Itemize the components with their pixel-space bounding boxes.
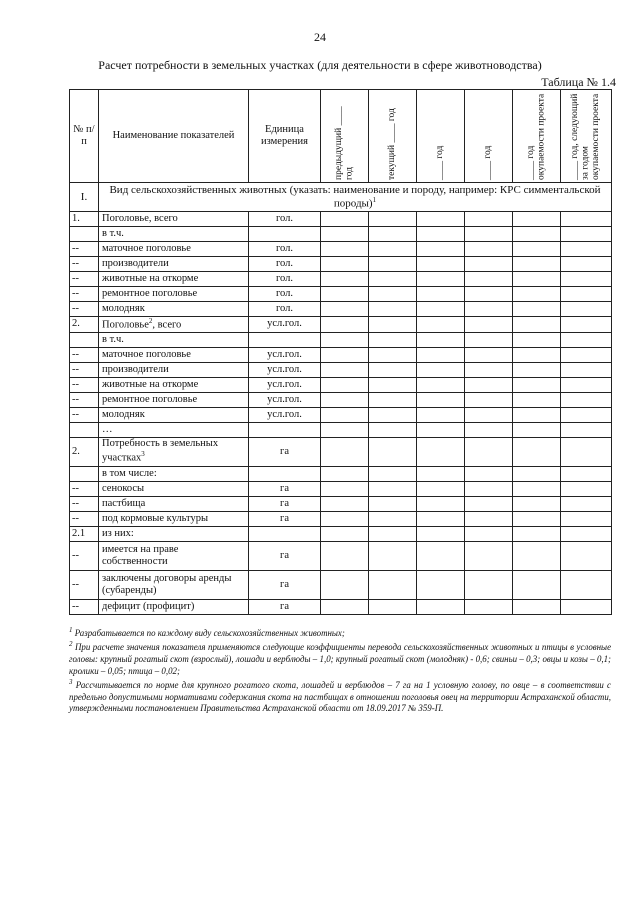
row-unit: га (249, 541, 321, 570)
row-name: сенокосы (99, 481, 249, 496)
year-value-cell[interactable] (513, 511, 561, 526)
table-row (70, 242, 612, 257)
year-value-cell[interactable] (561, 496, 612, 511)
table-row (70, 362, 612, 377)
year-value-cell[interactable] (561, 422, 612, 437)
year-value-cell[interactable] (465, 242, 513, 257)
year-value-cell[interactable] (369, 392, 417, 407)
table-row (70, 212, 612, 227)
year-value-cell[interactable] (513, 377, 561, 392)
year-value-cell[interactable] (321, 511, 369, 526)
footnote-2: $^2$ При расчете значения показателя применяются следующие коэффициенты перевода сельскохозяйственных животных и птицы в условные головы: крупный рогатый скот (взрослый), лошади и верблюды – 1,0; крупный рогатый скот (молодняк) - 0,6; свиньи – 0,3; овцы и козы – 0,1; кролики – 0,05; птица – 0,02; (69, 639, 612, 676)
year-value-cell[interactable] (465, 227, 513, 242)
row-number: 1. (70, 212, 99, 227)
year-value-cell[interactable] (513, 392, 561, 407)
section-row (70, 183, 612, 212)
year-value-cell[interactable] (369, 599, 417, 614)
row-name: заключены договоры аренды (субаренды) (99, 570, 249, 599)
row-unit: усл.гол. (249, 392, 321, 407)
year-value-cell[interactable] (417, 287, 465, 302)
year-value-cell[interactable] (561, 362, 612, 377)
year-value-cell[interactable] (513, 257, 561, 272)
year-value-cell[interactable] (465, 347, 513, 362)
row-number (70, 227, 99, 242)
year-value-cell[interactable] (417, 377, 465, 392)
row-number: -- (70, 347, 99, 362)
row-name: ремонтное поголовье (99, 392, 249, 407)
table-caption: Таблица № 1.4 (541, 75, 616, 89)
year-value-cell[interactable] (513, 347, 561, 362)
year-value-cell[interactable] (321, 526, 369, 541)
year-value-cell[interactable] (561, 257, 612, 272)
year-value-cell[interactable] (321, 302, 369, 317)
row-name: животные на откорме (99, 377, 249, 392)
year-value-cell[interactable] (513, 302, 561, 317)
table-row (70, 392, 612, 407)
year-value-cell[interactable] (513, 332, 561, 347)
year-value-cell[interactable] (369, 496, 417, 511)
year-value-cell[interactable] (321, 599, 369, 614)
year-value-cell[interactable] (321, 227, 369, 242)
row-unit (249, 422, 321, 437)
row-number: -- (70, 570, 99, 599)
year-value-cell[interactable] (465, 496, 513, 511)
header-num: № п/п (70, 90, 99, 183)
year-value-cell[interactable] (465, 287, 513, 302)
year-value-cell[interactable] (465, 332, 513, 347)
year-value-cell[interactable] (513, 466, 561, 481)
year-value-cell[interactable] (561, 377, 612, 392)
row-number: 2. (70, 317, 99, 333)
year-value-cell[interactable] (417, 227, 465, 242)
row-name: в т.ч. (99, 227, 249, 242)
year-value-cell[interactable] (465, 407, 513, 422)
year-value-cell[interactable] (513, 317, 561, 333)
year-value-cell[interactable] (465, 317, 513, 333)
year-value-cell[interactable] (465, 511, 513, 526)
year-value-cell[interactable] (321, 392, 369, 407)
row-unit: усл.гол. (249, 317, 321, 333)
year-value-cell[interactable] (561, 242, 612, 257)
row-unit: усл.гол. (249, 407, 321, 422)
year-value-cell[interactable] (417, 242, 465, 257)
header-year-previous: предыдущий ____ год (321, 90, 369, 183)
year-value-cell[interactable] (369, 377, 417, 392)
header-year-payback: ____ год окупаемости проекта (513, 90, 561, 183)
row-number: -- (70, 272, 99, 287)
year-value-cell[interactable] (417, 541, 465, 570)
table-row (70, 496, 612, 511)
year-value-cell[interactable] (561, 317, 612, 333)
row-name: производители (99, 257, 249, 272)
row-unit: га (249, 481, 321, 496)
year-value-cell[interactable] (417, 332, 465, 347)
row-name: маточное поголовье (99, 242, 249, 257)
year-value-cell[interactable] (321, 317, 369, 333)
year-value-cell[interactable] (561, 570, 612, 599)
year-value-cell[interactable] (369, 257, 417, 272)
year-value-cell[interactable] (465, 570, 513, 599)
row-number: -- (70, 481, 99, 496)
year-value-cell[interactable] (369, 287, 417, 302)
row-unit: гол. (249, 272, 321, 287)
row-unit: усл.гол. (249, 347, 321, 362)
year-value-cell[interactable] (417, 257, 465, 272)
year-value-cell[interactable] (321, 272, 369, 287)
row-number: -- (70, 407, 99, 422)
table-row (70, 287, 612, 302)
table-row (70, 437, 612, 466)
header-name: Наименование показателей (99, 90, 249, 183)
year-value-cell[interactable] (465, 541, 513, 570)
year-value-cell[interactable] (321, 332, 369, 347)
year-value-cell[interactable] (561, 302, 612, 317)
year-value-cell[interactable] (513, 437, 561, 466)
year-value-cell[interactable] (321, 437, 369, 466)
row-name: из них: (99, 526, 249, 541)
table-row (70, 466, 612, 481)
year-value-cell[interactable] (417, 526, 465, 541)
table-row (70, 257, 612, 272)
year-value-cell[interactable] (417, 481, 465, 496)
year-value-cell[interactable] (561, 599, 612, 614)
year-value-cell[interactable] (321, 347, 369, 362)
year-value-cell[interactable] (417, 317, 465, 333)
table-row (70, 511, 612, 526)
year-value-cell[interactable] (561, 541, 612, 570)
table-row (70, 347, 612, 362)
year-value-cell[interactable] (561, 392, 612, 407)
year-value-cell[interactable] (321, 377, 369, 392)
header-unit: Единица измерения (249, 90, 321, 183)
year-value-cell[interactable] (369, 227, 417, 242)
row-unit (249, 526, 321, 541)
year-value-cell[interactable] (465, 392, 513, 407)
table-row (70, 526, 612, 541)
table-row (70, 599, 612, 614)
row-name: производители (99, 362, 249, 377)
year-value-cell[interactable] (513, 212, 561, 227)
year-value-cell[interactable] (417, 496, 465, 511)
year-value-cell[interactable] (561, 437, 612, 466)
table-row (70, 302, 612, 317)
year-value-cell[interactable] (561, 332, 612, 347)
page-title: Расчет потребности в земельных участках (для деятельности в сфере животноводства) (98, 58, 542, 72)
year-value-cell[interactable] (321, 242, 369, 257)
year-value-cell[interactable] (369, 347, 417, 362)
year-value-cell[interactable] (321, 287, 369, 302)
year-value-cell[interactable] (561, 227, 612, 242)
row-number: -- (70, 257, 99, 272)
year-value-cell[interactable] (465, 599, 513, 614)
year-value-cell[interactable] (369, 526, 417, 541)
year-value-cell[interactable] (369, 317, 417, 333)
year-value-cell[interactable] (513, 599, 561, 614)
row-name: под кормовые культуры (99, 511, 249, 526)
row-name: дефицит (профицит) (99, 599, 249, 614)
row-unit: гол. (249, 287, 321, 302)
year-value-cell[interactable] (561, 287, 612, 302)
row-name: Потребность в земельных участках$^3$ (99, 437, 249, 466)
row-number: -- (70, 599, 99, 614)
year-value-cell[interactable] (369, 272, 417, 287)
row-number: -- (70, 511, 99, 526)
row-unit: га (249, 437, 321, 466)
table-row (70, 332, 612, 347)
row-number: -- (70, 302, 99, 317)
year-value-cell[interactable] (417, 407, 465, 422)
year-value-cell[interactable] (369, 422, 417, 437)
header-row (70, 90, 612, 183)
row-number: -- (70, 496, 99, 511)
row-unit: га (249, 511, 321, 526)
table-row (70, 481, 612, 496)
year-value-cell[interactable] (465, 302, 513, 317)
year-value-cell[interactable] (369, 362, 417, 377)
year-value-cell[interactable] (561, 347, 612, 362)
row-number: -- (70, 541, 99, 570)
year-value-cell[interactable] (321, 541, 369, 570)
row-name: маточное поголовье (99, 347, 249, 362)
year-value-cell[interactable] (465, 526, 513, 541)
row-unit: гол. (249, 242, 321, 257)
row-number: 2.1 (70, 526, 99, 541)
year-value-cell[interactable] (321, 496, 369, 511)
year-value-cell[interactable] (369, 302, 417, 317)
table-row (70, 541, 612, 570)
year-value-cell[interactable] (561, 481, 612, 496)
row-unit (249, 466, 321, 481)
row-unit: га (249, 496, 321, 511)
year-value-cell[interactable] (417, 422, 465, 437)
year-value-cell[interactable] (561, 272, 612, 287)
row-name: пастбища (99, 496, 249, 511)
year-value-cell[interactable] (465, 437, 513, 466)
year-value-cell[interactable] (513, 227, 561, 242)
year-value-cell[interactable] (321, 422, 369, 437)
section-text: Вид сельскохозяйственных животных (указать: наименование и породу, например: КРС симментальской породы)$^1$ (99, 183, 612, 212)
row-name: Поголовье, всего (99, 212, 249, 227)
table-row (70, 377, 612, 392)
year-value-cell[interactable] (369, 481, 417, 496)
row-unit: гол. (249, 257, 321, 272)
row-number (70, 466, 99, 481)
year-value-cell[interactable] (369, 212, 417, 227)
year-value-cell[interactable] (513, 526, 561, 541)
year-value-cell[interactable] (513, 407, 561, 422)
year-value-cell[interactable] (513, 481, 561, 496)
year-value-cell[interactable] (417, 570, 465, 599)
table-row (70, 272, 612, 287)
header-year-4: ____ год (465, 90, 513, 183)
year-value-cell[interactable] (417, 212, 465, 227)
year-value-cell[interactable] (369, 511, 417, 526)
footnote-1: $^1$ Разрабатывается по каждому виду сельскохозяйственных животных; (69, 626, 345, 638)
header-year-current: текущий ____ год (369, 90, 417, 183)
year-value-cell[interactable] (321, 466, 369, 481)
year-value-cell[interactable] (417, 347, 465, 362)
year-value-cell[interactable] (417, 302, 465, 317)
year-value-cell[interactable] (561, 466, 612, 481)
row-unit: гол. (249, 212, 321, 227)
year-value-cell[interactable] (513, 287, 561, 302)
year-value-cell[interactable] (369, 466, 417, 481)
row-name: в том числе: (99, 466, 249, 481)
year-value-cell[interactable] (465, 466, 513, 481)
row-name: ремонтное поголовье (99, 287, 249, 302)
year-value-cell[interactable] (321, 257, 369, 272)
row-number: -- (70, 362, 99, 377)
row-name: имеется на праве собственности (99, 541, 249, 570)
footnotes (69, 626, 611, 715)
year-value-cell[interactable] (417, 392, 465, 407)
year-value-cell[interactable] (369, 407, 417, 422)
year-value-cell[interactable] (417, 599, 465, 614)
year-value-cell[interactable] (369, 332, 417, 347)
year-value-cell[interactable] (417, 511, 465, 526)
row-name: молодняк (99, 302, 249, 317)
table-row (70, 317, 612, 333)
year-value-cell[interactable] (369, 437, 417, 466)
land-requirement-table (69, 89, 612, 615)
year-value-cell[interactable] (465, 362, 513, 377)
row-unit: га (249, 570, 321, 599)
row-name: в т.ч. (99, 332, 249, 347)
year-value-cell[interactable] (561, 212, 612, 227)
year-value-cell[interactable] (417, 362, 465, 377)
year-value-cell[interactable] (465, 257, 513, 272)
section-number: I. (70, 183, 99, 212)
row-unit (249, 227, 321, 242)
table-row (70, 570, 612, 599)
row-number (70, 422, 99, 437)
row-name: молодняк (99, 407, 249, 422)
row-number: -- (70, 392, 99, 407)
year-value-cell[interactable] (465, 212, 513, 227)
year-value-cell[interactable] (417, 272, 465, 287)
row-unit: гол. (249, 302, 321, 317)
year-value-cell[interactable] (369, 242, 417, 257)
year-value-cell[interactable] (561, 511, 612, 526)
table-row (70, 227, 612, 242)
row-name: Поголовье$^2$, всего (99, 317, 249, 333)
year-value-cell[interactable] (321, 481, 369, 496)
year-value-cell[interactable] (513, 422, 561, 437)
table-row (70, 422, 612, 437)
year-value-cell[interactable] (321, 407, 369, 422)
row-number: -- (70, 377, 99, 392)
year-value-cell[interactable] (513, 272, 561, 287)
row-unit: усл.гол. (249, 362, 321, 377)
header-year-after-payback: ____ год, следующий за годом окупаемости проекта (561, 90, 612, 183)
year-value-cell[interactable] (417, 437, 465, 466)
year-value-cell[interactable] (369, 541, 417, 570)
year-value-cell[interactable] (321, 362, 369, 377)
year-value-cell[interactable] (561, 526, 612, 541)
year-value-cell[interactable] (321, 212, 369, 227)
row-number (70, 332, 99, 347)
page-number: 24 (314, 30, 326, 44)
row-number: 2. (70, 437, 99, 466)
year-value-cell[interactable] (465, 377, 513, 392)
row-name: животные на откорме (99, 272, 249, 287)
row-unit (249, 332, 321, 347)
year-value-cell[interactable] (465, 272, 513, 287)
table-row (70, 407, 612, 422)
year-value-cell[interactable] (321, 570, 369, 599)
header-year-3: ____ год (417, 90, 465, 183)
footnote-3: $^3$ Рассчитывается по норме для крупного рогатого скота, лошадей и верблюдов – 7 га на 1 условную голову, по овце – в соответствии с предельно допустимыми нормативами содержания скота на пастбищах в отношении поголовья овец на территории Астраханской области, утвержденными постановлением Правительства Астраханской области от 18.09.2017 № 359-П. (69, 677, 611, 714)
row-name: … (99, 422, 249, 437)
row-number: -- (70, 242, 99, 257)
row-unit: усл.гол. (249, 377, 321, 392)
year-value-cell[interactable] (513, 242, 561, 257)
row-number: -- (70, 287, 99, 302)
year-value-cell[interactable] (561, 407, 612, 422)
row-unit: га (249, 599, 321, 614)
year-value-cell[interactable] (513, 496, 561, 511)
year-value-cell[interactable] (513, 570, 561, 599)
year-value-cell[interactable] (369, 570, 417, 599)
year-value-cell[interactable] (465, 422, 513, 437)
year-value-cell[interactable] (417, 466, 465, 481)
year-value-cell[interactable] (513, 541, 561, 570)
year-value-cell[interactable] (513, 362, 561, 377)
year-value-cell[interactable] (465, 481, 513, 496)
